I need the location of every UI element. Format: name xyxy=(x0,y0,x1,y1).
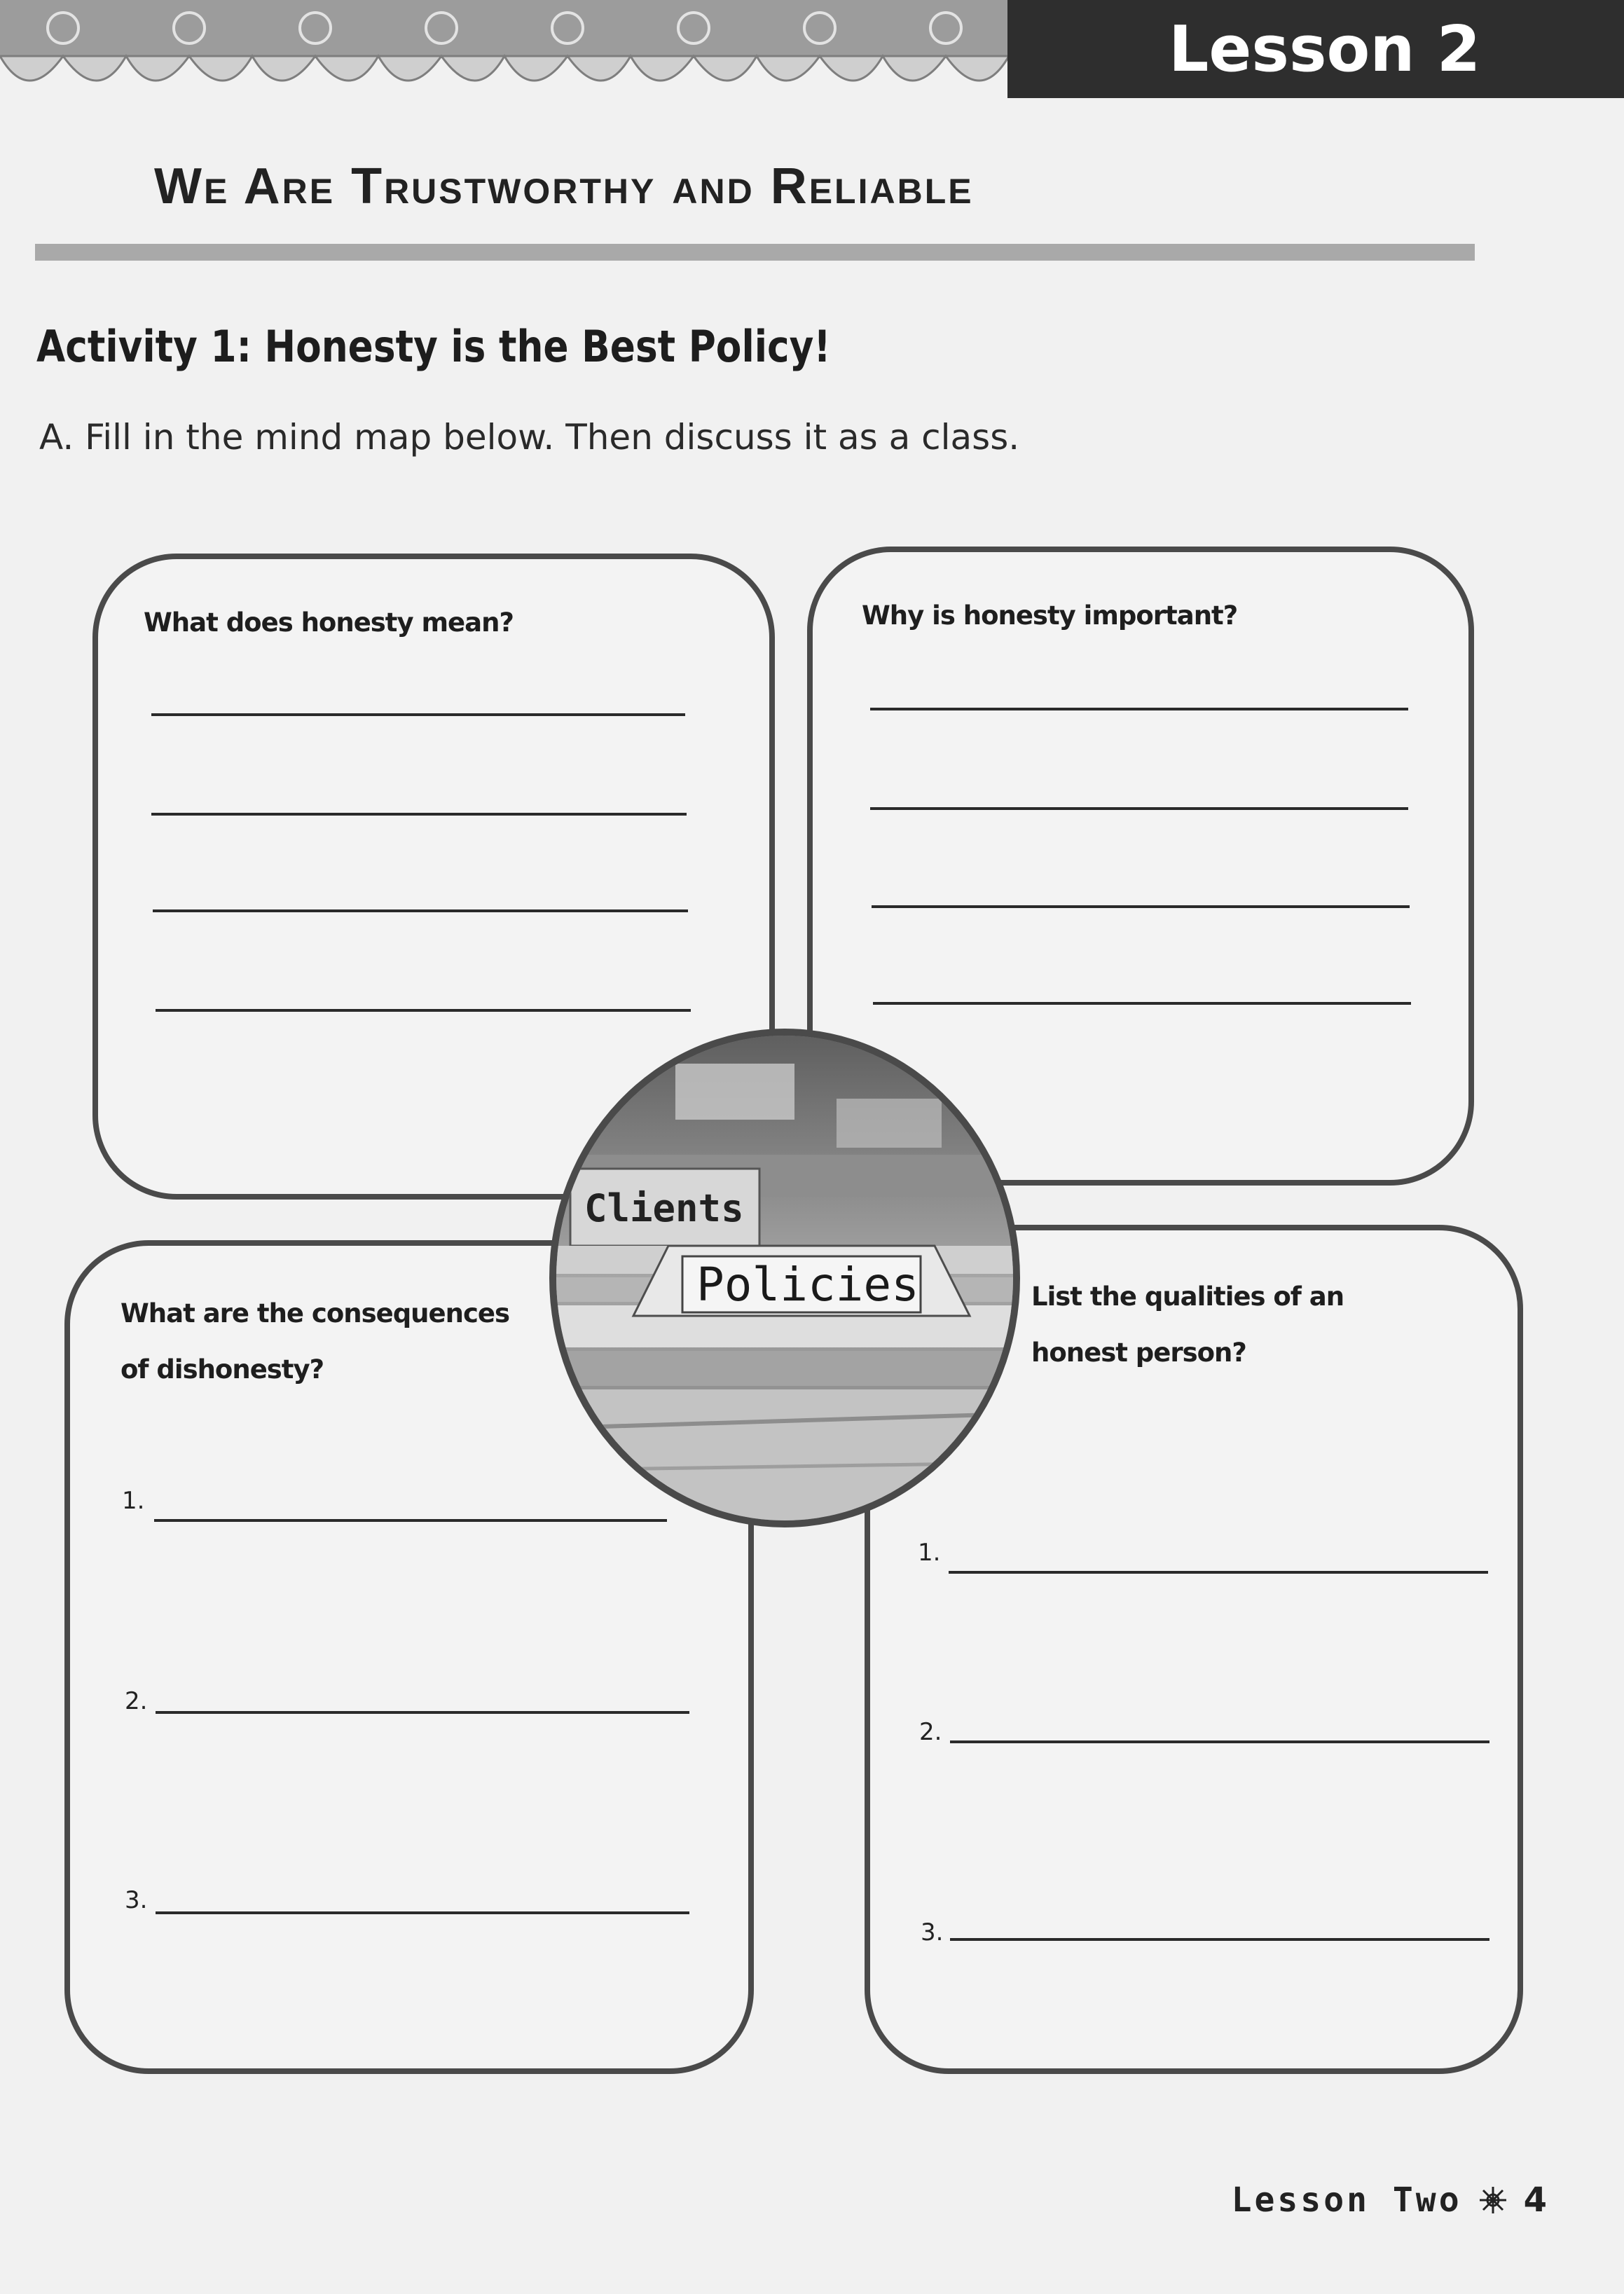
item-number: 3. xyxy=(921,1918,944,1946)
answer-line[interactable] xyxy=(950,1740,1489,1743)
item-number: 2. xyxy=(919,1718,942,1746)
clients-tab-label: Clients xyxy=(584,1186,744,1230)
item-number: 1. xyxy=(122,1487,145,1515)
question-dishonesty-consequences-line2: of dishonesty? xyxy=(121,1354,324,1385)
activity-instruction: A. Fill in the mind map below. Then discuss it as a class. xyxy=(39,417,1020,458)
answer-line[interactable] xyxy=(873,1002,1411,1005)
question-honest-qualities-line2: honest person? xyxy=(1031,1338,1246,1368)
answer-line[interactable] xyxy=(156,1009,691,1012)
page-title: We Are Trustworthy and Reliable xyxy=(154,158,974,214)
lesson-tab: Lesson 2 xyxy=(1007,0,1624,98)
question-honesty-meaning: What does honesty mean? xyxy=(144,607,514,638)
flower-ornament-icon xyxy=(1478,2185,1508,2216)
answer-line[interactable] xyxy=(949,1571,1488,1574)
policies-tab-label: Policies xyxy=(696,1258,919,1312)
answer-line[interactable] xyxy=(154,1519,667,1522)
answer-line[interactable] xyxy=(870,708,1408,710)
answer-line[interactable] xyxy=(156,1711,689,1714)
answer-line[interactable] xyxy=(156,1911,689,1914)
footer-lesson-label: Lesson Two xyxy=(1231,2180,1462,2220)
item-number: 2. xyxy=(125,1687,148,1715)
decorative-ornament-band xyxy=(0,0,1009,105)
answer-line[interactable] xyxy=(872,905,1410,908)
answer-line[interactable] xyxy=(153,909,688,912)
folder-illustration xyxy=(556,1036,1013,1520)
answer-line[interactable] xyxy=(870,807,1408,810)
item-number: 1. xyxy=(918,1539,941,1567)
question-dishonesty-consequences-line1: What are the consequences xyxy=(121,1298,510,1328)
answer-line[interactable] xyxy=(151,813,687,816)
title-divider xyxy=(35,244,1475,261)
question-honesty-importance: Why is honesty important? xyxy=(862,600,1238,631)
answer-line[interactable] xyxy=(151,713,685,716)
page-footer xyxy=(1232,2180,1547,2220)
answer-line[interactable] xyxy=(950,1938,1489,1941)
activity-heading: Activity 1: Honesty is the Best Policy! xyxy=(36,321,831,372)
question-honest-qualities-line1: List the qualities of an xyxy=(1031,1282,1344,1312)
page-number: 4 xyxy=(1523,2180,1547,2220)
policies-folder-photo xyxy=(549,1029,1020,1527)
item-number: 3. xyxy=(125,1886,148,1914)
